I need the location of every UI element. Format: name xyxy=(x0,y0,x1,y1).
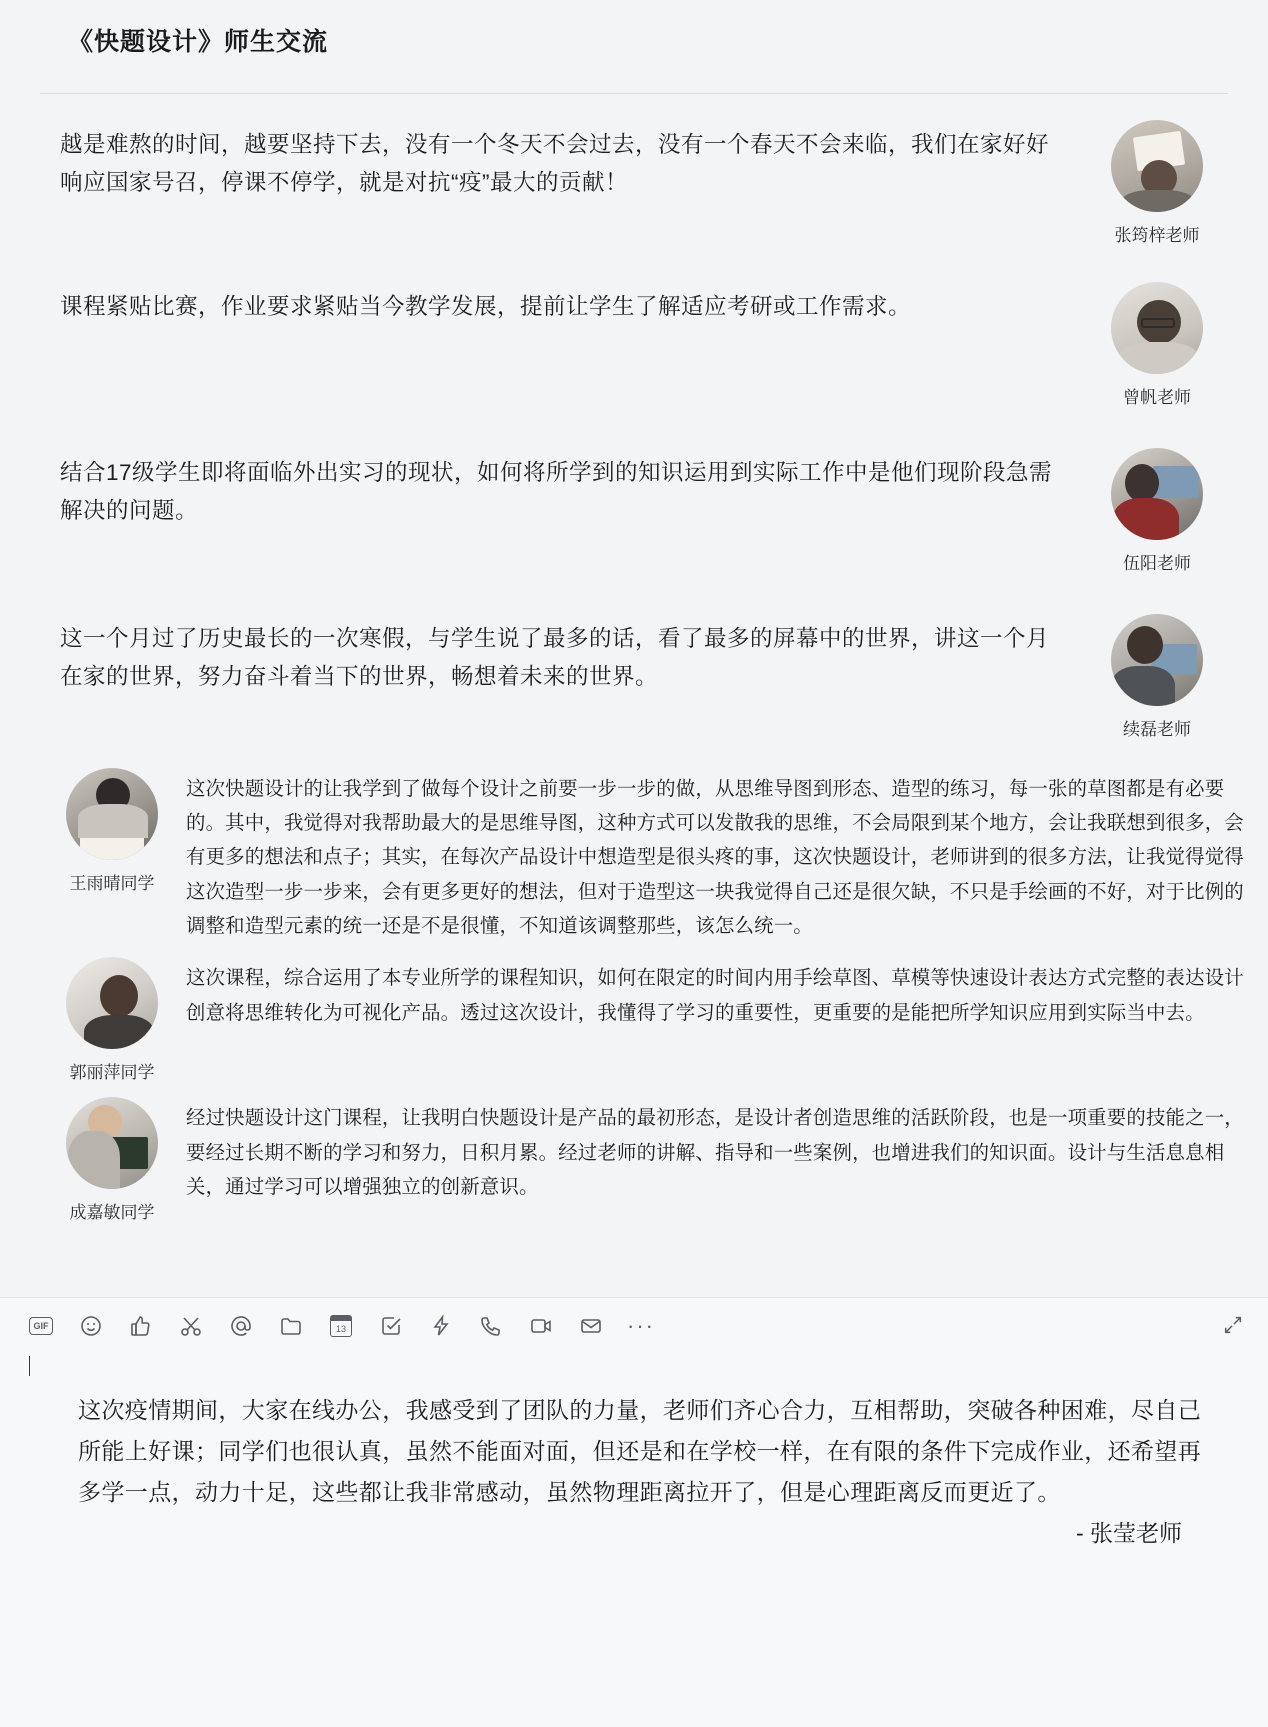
composer-text: 这次疫情期间，大家在线办公，我感受到了团队的力量，老师们齐心合力，互相帮助，突破各种困难，尽自己所能上好课；同学们也很认真，虽然不能面对面，但还是和在学校一样，在有限的条件下完成作业，还希望再多学一点，动力十足，这些都让我非常感动，虽然物理距离拉开了，但是心理距离反而更近了。 xyxy=(78,1397,1202,1505)
title-divider xyxy=(40,93,1228,94)
quote-block-student-3 xyxy=(0,1097,1268,1223)
composer-body[interactable] xyxy=(0,1354,1268,1548)
expand-icon[interactable] xyxy=(1222,1314,1244,1336)
mail-icon[interactable] xyxy=(578,1313,604,1339)
text-cursor xyxy=(29,1356,30,1376)
person-name: 续磊老师 xyxy=(1123,719,1191,739)
person-teacher-1 xyxy=(1086,120,1228,246)
avatar xyxy=(1111,448,1203,540)
message-composer xyxy=(0,1297,1268,1727)
task-icon[interactable] xyxy=(378,1313,404,1339)
quote-block-teacher-1 xyxy=(0,120,1268,246)
more-label: ··· xyxy=(627,1313,655,1338)
quote-text: 这次快题设计的让我学到了做每个设计之前要一步一步的做，从思维导图到形态、造型的练习，每一张的草图都是有必要的。其中，我觉得对我帮助最大的是思维导图，这种方式可以发散我的思维，不会局限到某个地方，会让我联想到很多，会有更多的想法和点子；其实，在每次产品设计中想造型是很头疼的事，这次快题设计，老师讲到的很多方法，让我觉得觉得这次造型一步一步来，会有更多更好的想法，但对于造型这一块我觉得自己还是很欠缺，不只是手绘画的不好，对于比例的调整和造型元素的统一还是不是很懂，不知道该调整那些，该怎么统一。 xyxy=(186,777,1244,937)
phone-icon[interactable] xyxy=(478,1313,504,1339)
gif-icon[interactable] xyxy=(28,1313,54,1339)
quote-text: 课程紧贴比赛，作业要求紧贴当今教学发展，提前让学生了解适应考研或工作需求。 xyxy=(60,293,912,319)
more-icon[interactable] xyxy=(628,1313,654,1339)
avatar xyxy=(1111,120,1203,212)
avatar xyxy=(66,768,158,860)
person-teacher-2 xyxy=(1086,282,1228,408)
document-header xyxy=(0,0,1268,77)
folder-icon[interactable] xyxy=(278,1313,304,1339)
person-name: 王雨晴同学 xyxy=(69,873,155,893)
mention-icon[interactable] xyxy=(228,1313,254,1339)
person-teacher-4 xyxy=(1086,614,1228,740)
person-name: 郭丽萍同学 xyxy=(69,1063,155,1083)
quote-text: 这一个月过了历史最长的一次寒假，与学生说了最多的话，看了最多的屏幕中的世界，讲这一个月在家的世界，努力奋斗着当下的世界，畅想着未来的世界。 xyxy=(60,625,1050,690)
composer-toolbar xyxy=(0,1298,1268,1354)
person-name: 张筠梓老师 xyxy=(1114,225,1200,245)
avatar xyxy=(1111,282,1203,374)
scissors-icon[interactable] xyxy=(178,1313,204,1339)
avatar xyxy=(66,1097,158,1189)
person-name: 伍阳老师 xyxy=(1123,553,1191,573)
quote-text: 这次课程，综合运用了本专业所学的课程知识，如何在限定的时间内用手绘草图、草模等快速设计表达方式完整的表达设计创意将思维转化为可视化产品。透过这次设计，我懂得了学习的重要性，更重要的是能把所学知识应用到实际当中去。 xyxy=(186,967,1244,1024)
quote-block-student-2 xyxy=(0,957,1268,1083)
quote-block-teacher-4 xyxy=(0,614,1268,740)
avatar xyxy=(1111,614,1203,706)
person-name: 曾帆老师 xyxy=(1123,387,1191,407)
page-title: 《快题设计》师生交流 xyxy=(68,28,329,56)
quote-block-teacher-2 xyxy=(0,282,1268,408)
quote-block-student-1 xyxy=(0,768,1268,944)
quote-text: 越是难熬的时间，越要坚持下去，没有一个冬天不会过去，没有一个春天不会来临，我们在家好好响应国家号召，停课不停学，就是对抗“疫”最大的贡献！ xyxy=(60,131,1050,196)
person-student-3 xyxy=(50,1097,174,1223)
avatar xyxy=(66,957,158,1049)
video-icon[interactable] xyxy=(528,1313,554,1339)
emoji-icon[interactable] xyxy=(78,1313,104,1339)
person-teacher-3 xyxy=(1086,448,1228,574)
quote-block-teacher-3 xyxy=(0,448,1268,574)
thumbs-up-icon[interactable] xyxy=(128,1313,154,1339)
composer-signature: - 张莹老师 xyxy=(1075,1519,1182,1546)
person-student-2 xyxy=(50,957,174,1083)
calendar-icon[interactable] xyxy=(328,1313,354,1339)
person-name: 成嘉敏同学 xyxy=(69,1203,155,1223)
person-student-1 xyxy=(50,768,174,894)
gif-label: GIF xyxy=(29,1317,53,1335)
quote-text: 结合17级学生即将面临外出实习的现状，如何将所学到的知识运用到实际工作中是他们现阶段急需解决的问题。 xyxy=(60,459,1053,524)
calendar-day-label: 13 xyxy=(330,1315,352,1337)
quote-text: 经过快题设计这门课程，让我明白快题设计是产品的最初形态，是设计者创造思维的活跃阶段，也是一项重要的技能之一，要经过长期不断的学习和努力，日积月累。经过老师的讲解、指导和一些案例，也增进我们的知识面。设计与生活息息相关，通过学习可以增强独立的创新意识。 xyxy=(186,1107,1244,1198)
lightning-icon[interactable] xyxy=(428,1313,454,1339)
